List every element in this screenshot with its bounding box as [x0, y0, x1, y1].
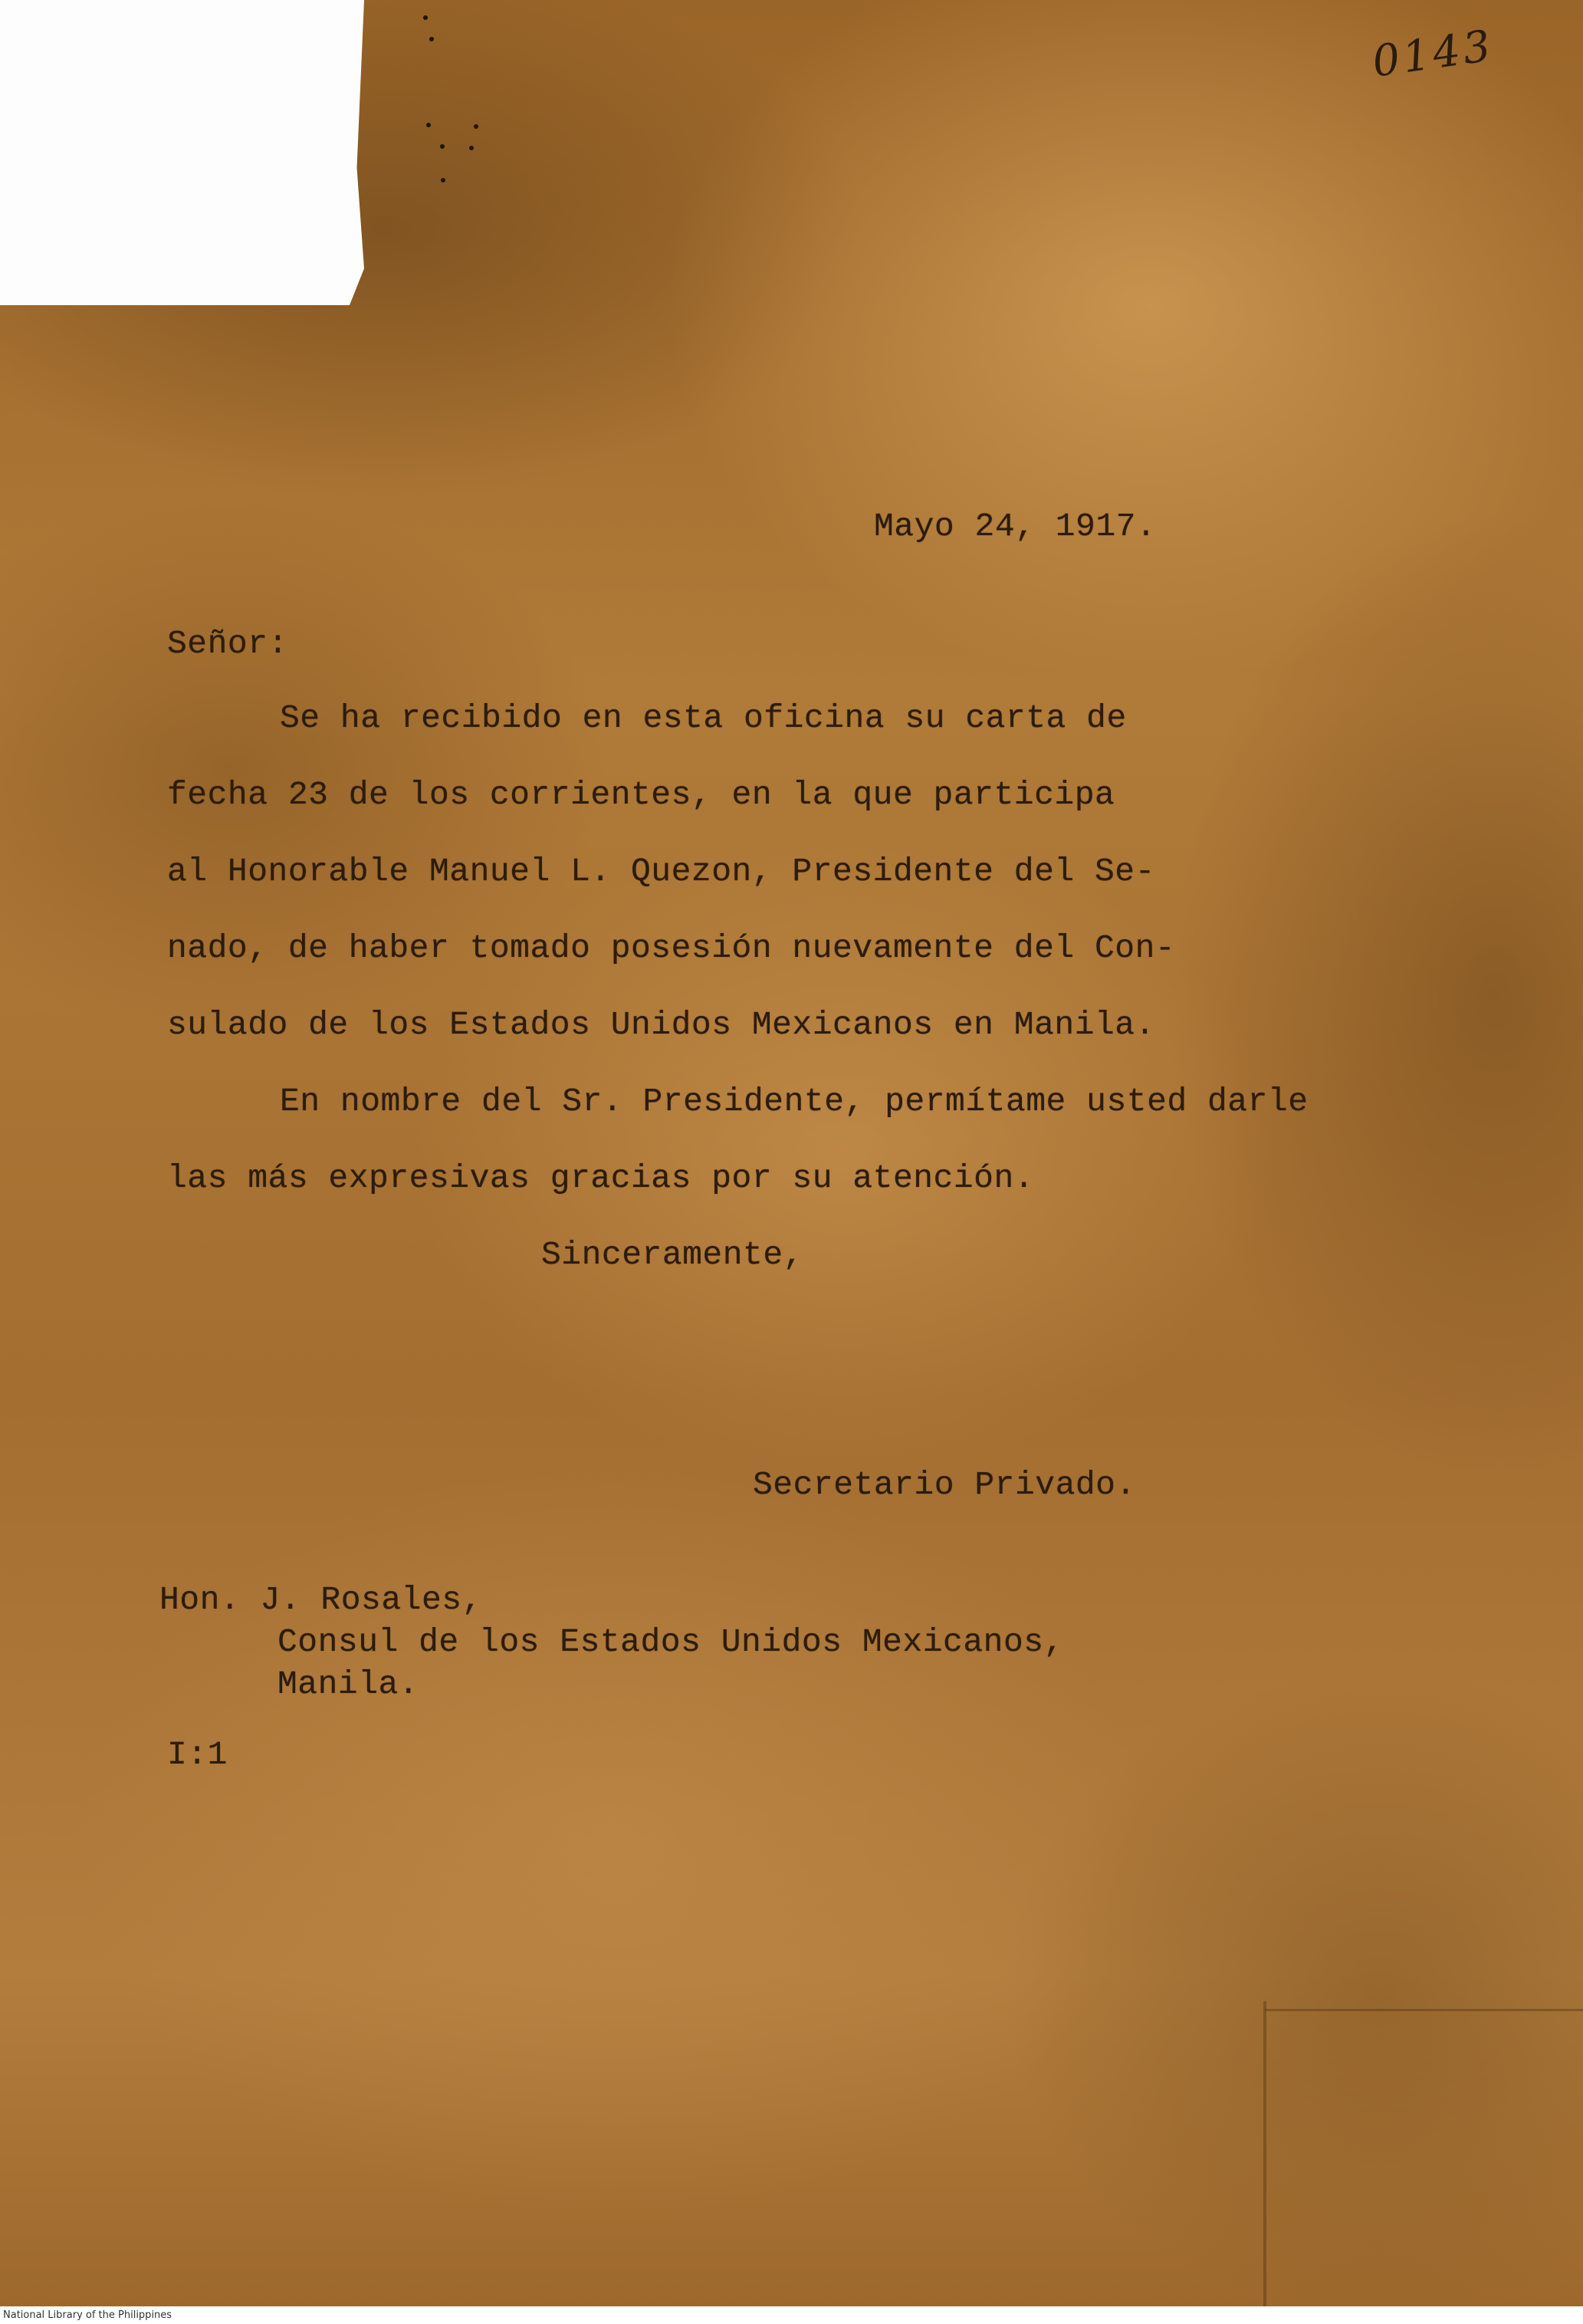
body-line: las más expresivas gracias por su atención. — [167, 1159, 1035, 1197]
body-line: al Honorable Manuel L. Quezon, Presidente del Se- — [167, 853, 1155, 890]
letter-date: Mayo 24, 1917. — [874, 508, 1157, 545]
signature-title: Secretario Privado. — [753, 1466, 1136, 1504]
body-line: Se ha recibido en esta oficina su carta de — [280, 699, 1127, 737]
recipient-name: Hon. J. Rosales, — [159, 1581, 482, 1619]
body-line: nado, de haber tomado posesión nuevamente del Con- — [167, 929, 1176, 967]
letter-closing: Sinceramente, — [541, 1236, 803, 1274]
letter-salutation: Señor: — [167, 625, 288, 662]
fold-crease-vertical — [1263, 2001, 1266, 2306]
body-line: En nombre del Sr. Presidente, permítame usted darle — [280, 1083, 1309, 1120]
body-line: fecha 23 de los corrientes, en la que participa — [167, 776, 1115, 814]
recipient-city: Manila. — [278, 1665, 419, 1703]
archive-caption: National Library of the Philippines — [0, 2306, 1583, 2324]
torn-corner — [0, 0, 364, 305]
fold-crease-horizontal — [1265, 2009, 1583, 2011]
body-line: sulado de los Estados Unidos Mexicanos en Manila. — [167, 1006, 1155, 1044]
handwritten-page-number: 0143 — [1369, 21, 1497, 87]
reference-code: I:1 — [167, 1736, 228, 1773]
recipient-title: Consul de los Estados Unidos Mexicanos, — [278, 1623, 1064, 1661]
